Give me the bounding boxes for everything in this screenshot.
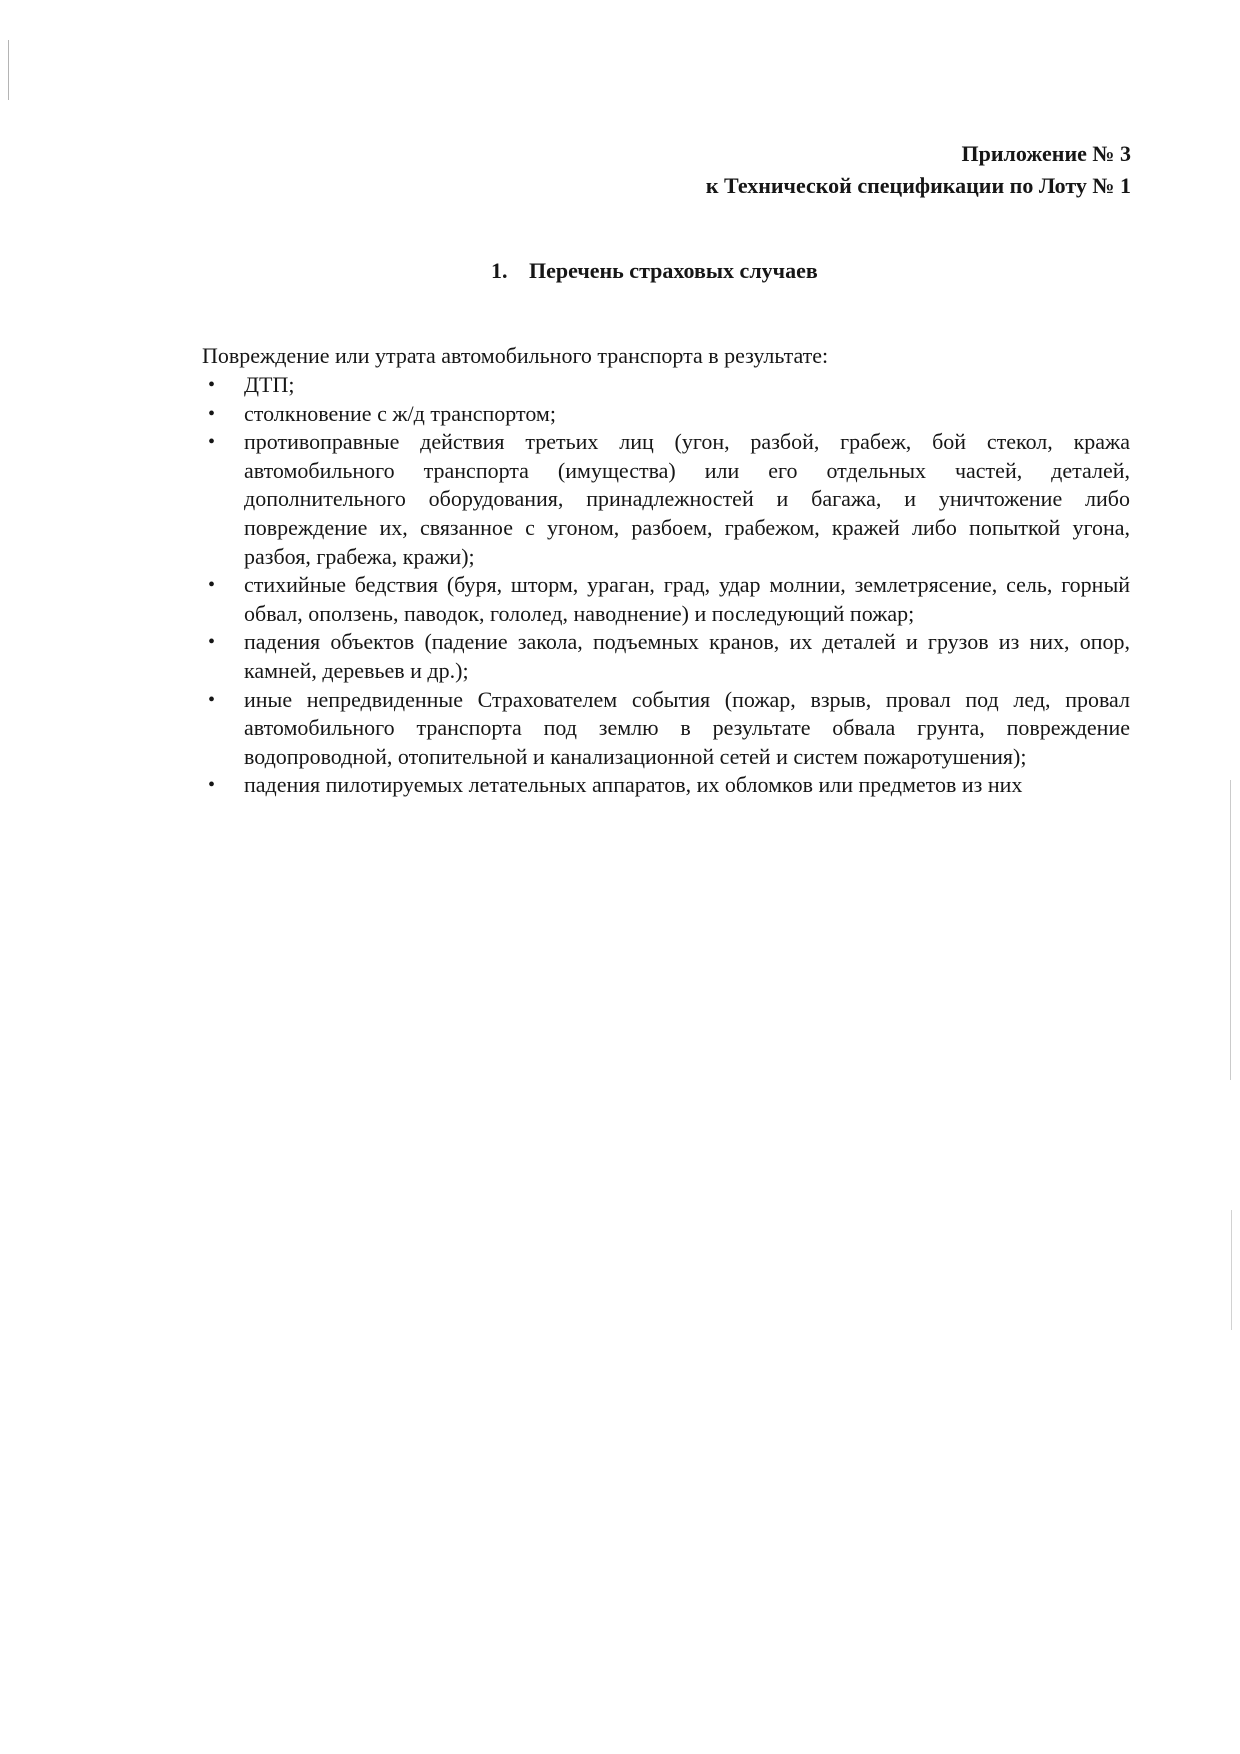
- list-item-text: стихийные бедствия (буря, шторм, ураган, град, удар молнии, землетрясение, сель, горный обвал, оползень, паводок, гололед, наводнение) и последующий пожар;: [244, 572, 1130, 626]
- section-title-text: Перечень страховых случаев: [529, 258, 818, 283]
- list-item: [202, 400, 1130, 429]
- list-item-text: столкновение с ж/д транспортом;: [244, 400, 556, 426]
- insured-events-list: [202, 371, 1130, 800]
- scan-artifact: [8, 40, 9, 100]
- list-item-text: падения объектов (падение закола, подъемных кранов, их деталей и грузов из них, опор, камней, деревьев и др.);: [244, 629, 1130, 683]
- list-item: [202, 371, 1130, 400]
- list-item-text: падения пилотируемых летательных аппаратов, их обломков или предметов из них: [244, 772, 1023, 798]
- list-item-text: ДТП;: [244, 372, 295, 397]
- bullet-icon: •: [208, 574, 216, 597]
- list-item: [202, 571, 1130, 628]
- bullet-icon: •: [208, 374, 216, 396]
- bullet-icon: •: [208, 402, 216, 425]
- appendix-number: Приложение № 3: [961, 141, 1131, 166]
- appendix-reference: к Технической спецификации по Лоту № 1: [705, 173, 1131, 198]
- list-item: [202, 628, 1130, 685]
- section-number: 1.: [491, 258, 508, 283]
- appendix-header: [706, 138, 1131, 202]
- list-item: [202, 771, 1130, 800]
- bullet-icon: •: [208, 688, 216, 711]
- bullet-icon: •: [208, 774, 216, 797]
- section-title: [491, 256, 818, 286]
- bullet-icon: •: [208, 631, 216, 654]
- list-item-text: иные непредвиденные Страхователем события (пожар, взрыв, провал под лед, провал автомобильного транспорта под землю в результате обвала грунта, повреждение водопроводной, отопительной и канализационной сетей и систем пожаротушения);: [244, 686, 1130, 769]
- scan-artifact: [1231, 1210, 1232, 1330]
- list-item-text: противоправные действия третьих лиц (угон, разбой, грабеж, бой стекол, кража автомобильного транспорта (имущества) или его отдельных частей, деталей, дополнительного оборудования, принадлежностей и багажа, и уничтожение либо повреждение их, связанное с угоном, разбоем, грабежом, кражей либо попыткой угона, разбоя, грабежа, кражи);: [244, 429, 1130, 569]
- scan-artifact: [1230, 780, 1231, 1080]
- intro-paragraph: Повреждение или утрата автомобильного транспорта в результате:: [202, 343, 829, 368]
- bullet-icon: •: [208, 431, 216, 454]
- list-item: [202, 686, 1130, 772]
- list-item: [202, 428, 1130, 571]
